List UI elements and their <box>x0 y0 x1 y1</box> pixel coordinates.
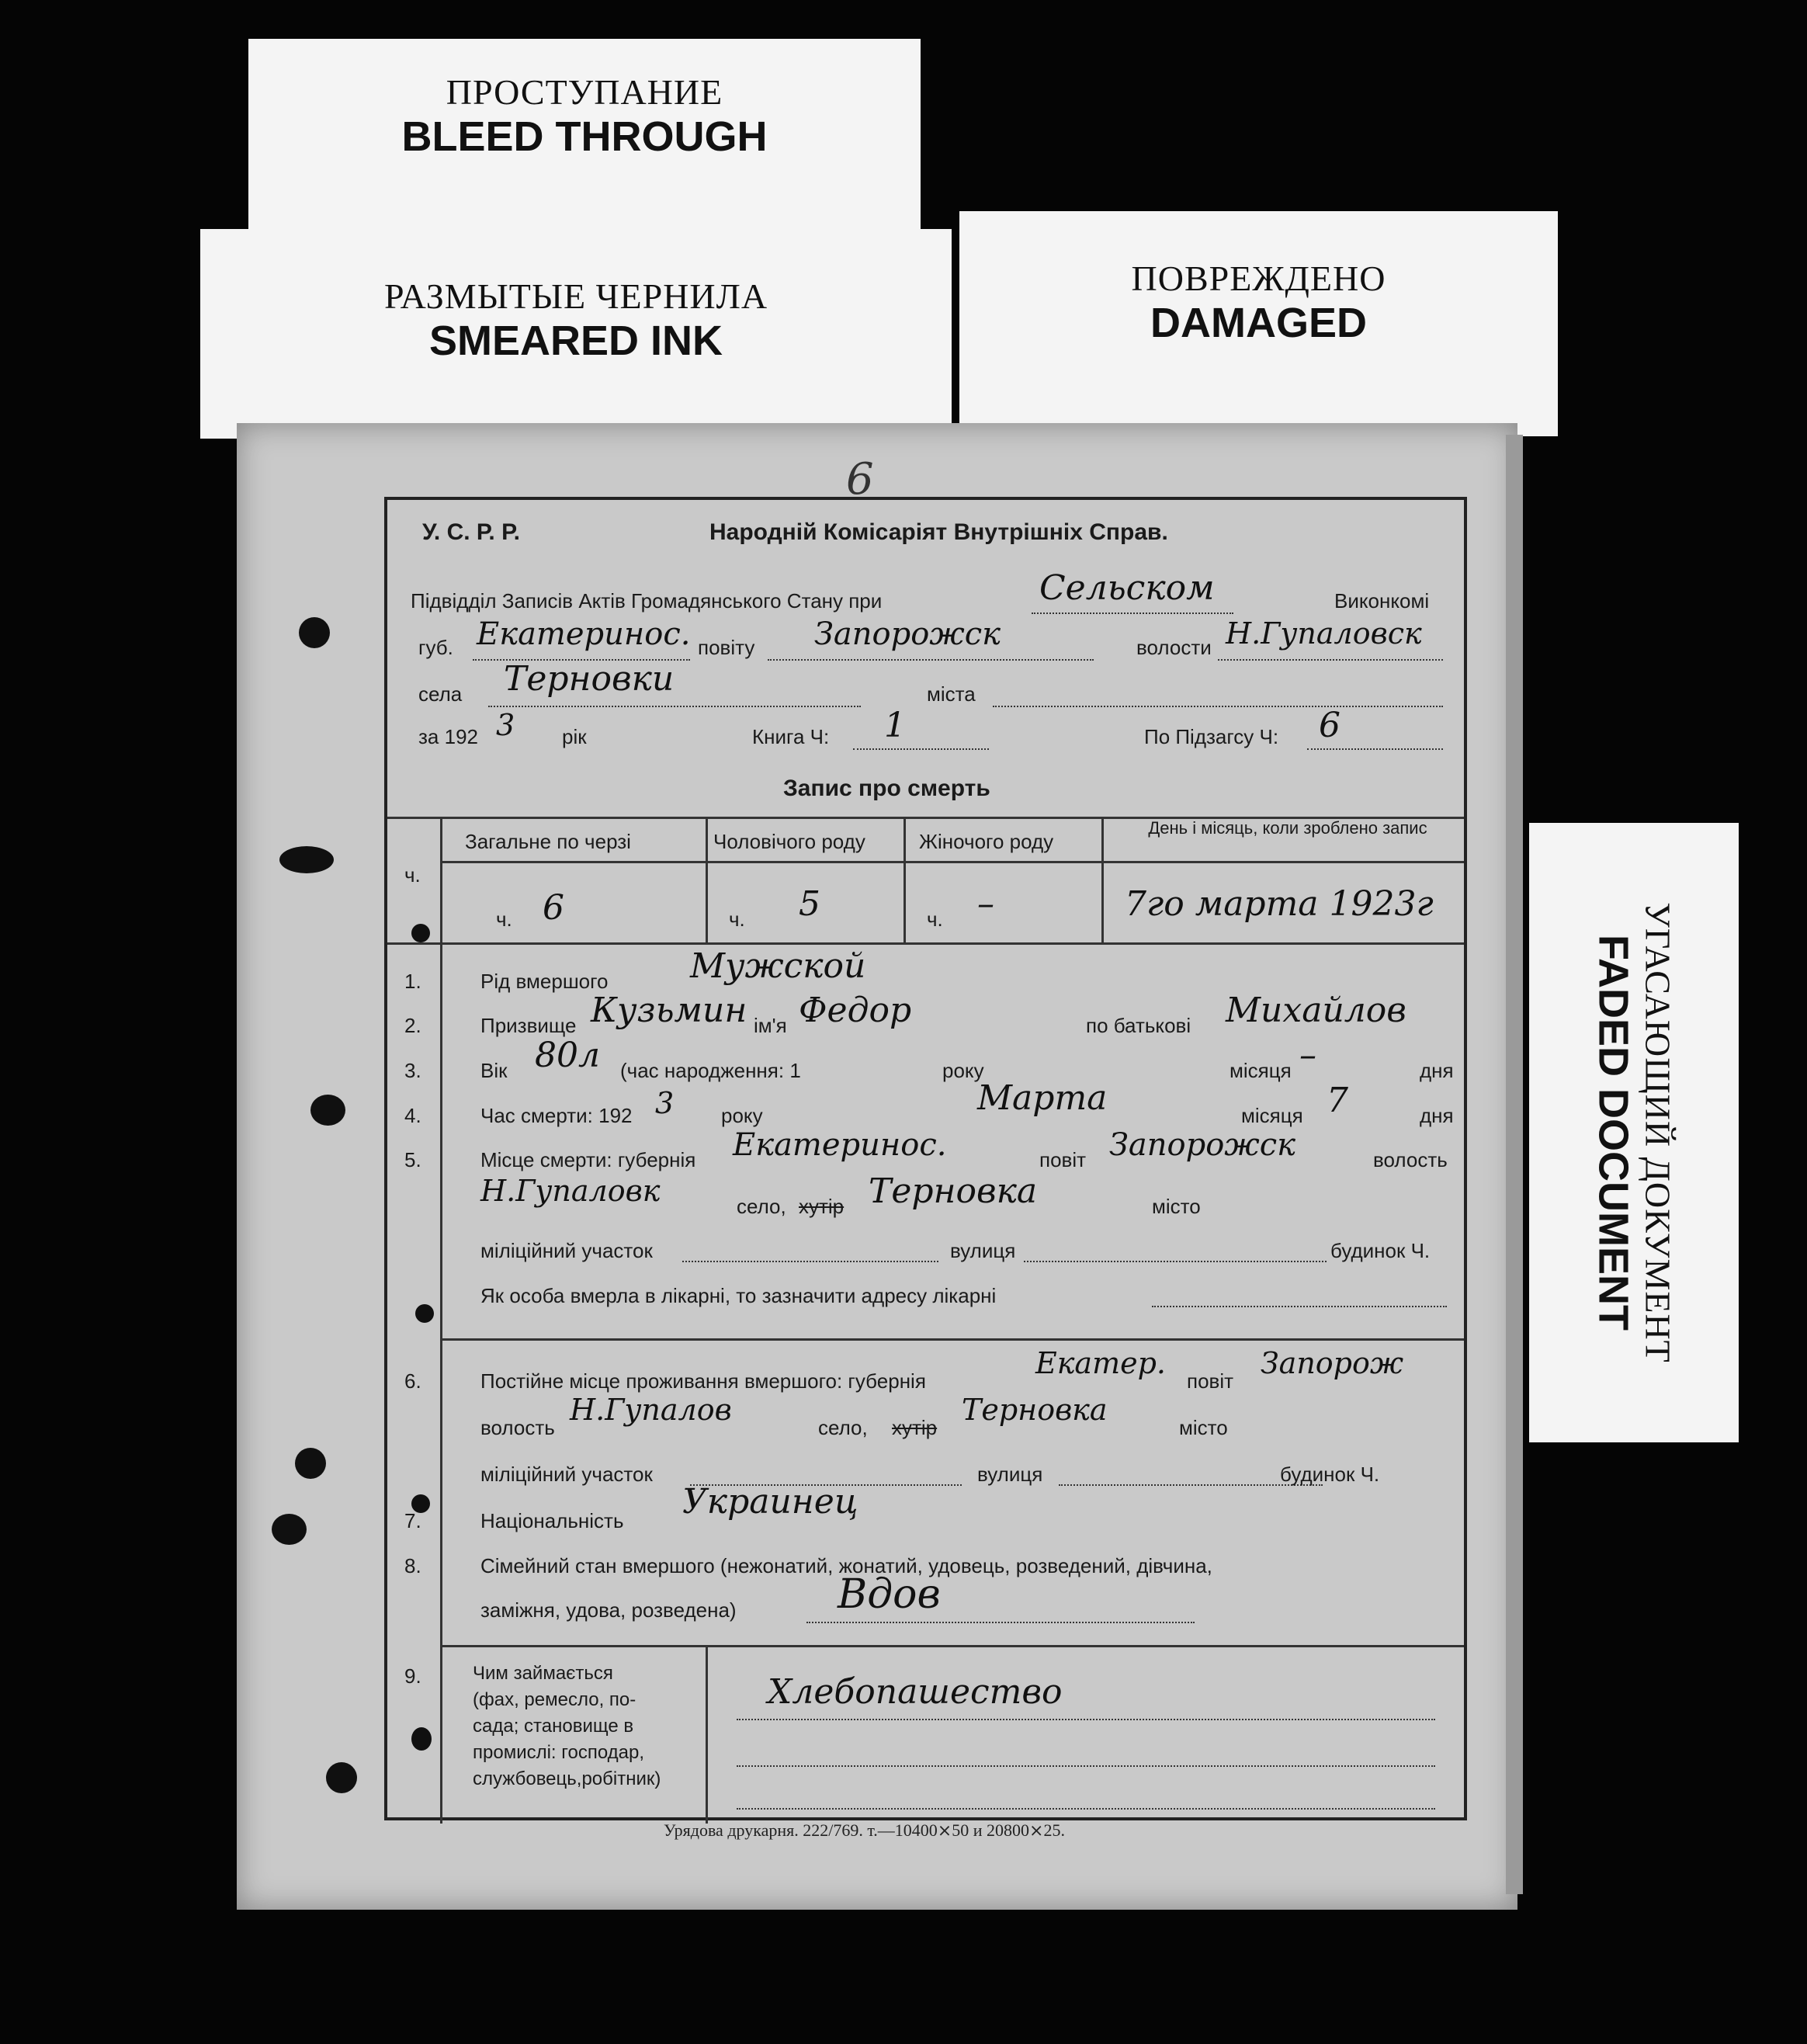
death-police-label: міліційний участок <box>480 1239 653 1262</box>
volost-line <box>1218 659 1443 661</box>
death-povit-label: повіт <box>1039 1148 1087 1171</box>
occupation-label-line: службовець,робітник) <box>473 1768 661 1789</box>
row-number-7: 7. <box>404 1509 421 1532</box>
number-column-divider <box>440 817 442 1824</box>
count-prefix-female: ч. <box>927 907 943 931</box>
faded-document-label <box>1529 823 1739 1442</box>
commissariat-heading: Народній Комісаріят Внутрішніх Справ. <box>709 519 1168 545</box>
printer-footer: Урядова друкарня. 222/769. т.—10400⨯50 и 20800⨯25. <box>664 1820 1065 1840</box>
occupation-line <box>737 1765 1435 1767</box>
volost-label: волости <box>1136 636 1212 659</box>
residence-misto-label: місто <box>1179 1416 1228 1439</box>
count-date-handwriting: 7го марта 1923г <box>1125 884 1434 924</box>
selo-label: села <box>418 682 463 706</box>
nationality-handwriting: Украинец <box>682 1482 858 1522</box>
occupation-line <box>737 1719 1435 1720</box>
death-day-label: дня <box>1420 1104 1454 1127</box>
age-handwriting: 80л <box>535 1036 601 1075</box>
hospital-label: Як особа вмерла в лікарні, то зазначити адресу лікарні <box>480 1284 997 1307</box>
mista-line <box>993 706 1443 707</box>
marital-status-label-2: заміжня, удова, розведена) <box>480 1598 737 1622</box>
subdivision-label: Підвідділ Записів Актів Громадянського Стану при <box>411 589 883 613</box>
count-male-handwriting: 5 <box>799 884 820 924</box>
damaged-label-en: DAMAGED <box>1150 300 1367 346</box>
mista-label: міста <box>927 682 976 706</box>
bleed-through-label <box>248 39 921 229</box>
residence-selo-handwriting: Терновка <box>962 1393 1108 1427</box>
deceased-sex-label: Рід вмершого <box>480 970 609 993</box>
register-label: По Підзагсу Ч: <box>1144 725 1279 748</box>
count-prefix-male: ч. <box>729 907 745 931</box>
residence-house-label: будинок Ч. <box>1280 1463 1380 1486</box>
marital-status-line <box>806 1622 1195 1623</box>
year-prefix: за 192 <box>418 725 478 748</box>
residence-povit-handwriting: Запорож <box>1261 1346 1404 1380</box>
occupation-label-line: Чим займається <box>473 1663 613 1684</box>
first-name-handwriting: Федор <box>799 991 912 1030</box>
death-street-label: вулиця <box>950 1239 1016 1262</box>
patronymic-handwriting: Михайлов <box>1226 991 1406 1030</box>
residence-volost-handwriting: Н.Гупалов <box>570 1393 732 1427</box>
residence-selo-label: село, <box>818 1416 868 1439</box>
death-selo-label: село, <box>737 1195 786 1218</box>
faded-document-label-ru: УГАСАЮЩИЙ ДОКУМЕНТ <box>1638 902 1678 1363</box>
residence-police-label: міліційний участок <box>480 1463 653 1486</box>
book-label: Книга Ч: <box>752 725 830 748</box>
gub-label: губ. <box>418 636 453 659</box>
row-number-8: 8. <box>404 1554 421 1577</box>
birth-month-handwriting: – <box>1299 1036 1316 1075</box>
death-street-line <box>1024 1261 1327 1262</box>
death-day-handwriting: 7 <box>1327 1081 1348 1120</box>
bleed-through-label-ru: ПРОСТУПАНИЕ <box>446 72 723 112</box>
occupation-label <box>473 1661 661 1792</box>
surname-handwriting: Кузьмин <box>591 991 747 1030</box>
damaged-label <box>959 211 1558 436</box>
table-header-divider <box>440 861 1464 863</box>
death-khutir-label: хутір <box>799 1195 845 1218</box>
table-col-divider <box>1101 817 1104 942</box>
year-suffix: рік <box>562 725 587 748</box>
executive-line <box>1032 613 1233 614</box>
book-line <box>853 748 989 750</box>
occupation-label-line: (фах, ремесло, по- <box>473 1689 636 1710</box>
residence-street-label: вулиця <box>977 1463 1043 1486</box>
birth-year-label: року <box>942 1059 984 1082</box>
death-volost-handwriting: Н.Гупаловк <box>480 1174 661 1208</box>
age-label: Вік <box>480 1059 508 1082</box>
marital-status-label: Сімейний стан вмершого (нежонатий, жонатий, удовець, розведений, дівчина, <box>480 1554 1212 1577</box>
death-month-label: місяця <box>1241 1104 1303 1127</box>
punch-hole <box>295 1448 326 1479</box>
first-name-label: ім'я <box>754 1014 787 1037</box>
count-header-general: Загальне по черзі <box>465 830 631 853</box>
count-prefix-general: ч. <box>496 907 512 931</box>
povit-label: повіту <box>698 636 755 659</box>
occupation-label-line: промислі: господар, <box>473 1742 645 1763</box>
faded-document-label-text <box>1590 838 1679 1428</box>
death-place-label: Місце смерти: губернія <box>480 1148 696 1171</box>
residence-khutir-label: хутір <box>892 1416 938 1439</box>
smeared-ink-label-ru: РАЗМЫТЫЕ ЧЕРНИЛА <box>383 276 768 316</box>
birth-month-label: місяця <box>1230 1059 1292 1082</box>
gub-handwriting: Екатеринос. <box>477 616 691 652</box>
selo-line <box>488 706 861 707</box>
death-volost-label: волость <box>1373 1148 1448 1171</box>
damaged-label-ru: ПОВРЕЖДЕНО <box>1131 259 1386 298</box>
selo-handwriting: Терновки <box>504 659 675 699</box>
death-house-label: будинок Ч. <box>1330 1239 1431 1262</box>
faded-document-label-en: FADED DOCUMENT <box>1590 935 1637 1331</box>
patronymic-label: по батькові <box>1086 1014 1191 1037</box>
death-misto-label: місто <box>1152 1195 1201 1218</box>
book-handwriting: 1 <box>884 706 906 745</box>
occupation-handwriting: Хлебопашество <box>768 1672 1063 1712</box>
row-number-3: 3. <box>404 1059 421 1082</box>
death-year-handwriting: 3 <box>655 1086 675 1120</box>
executive-suffix: Виконкомі <box>1334 589 1430 613</box>
occupation-label-line: сада; становище в <box>473 1716 634 1737</box>
deceased-sex-handwriting: Мужской <box>690 946 866 986</box>
occupation-divider <box>706 1645 708 1824</box>
count-header-male: Чоловічого роду <box>713 830 865 853</box>
residence-volost-label: волость <box>480 1416 555 1439</box>
marital-status-handwriting: Вдов <box>838 1571 941 1618</box>
nationality-label: Національність <box>480 1509 624 1532</box>
hospital-line <box>1152 1306 1447 1307</box>
row-number-4: 4. <box>404 1104 421 1127</box>
year-handwriting: 3 <box>496 708 515 742</box>
row-number-9: 9. <box>404 1664 421 1688</box>
povit-line <box>768 659 1094 661</box>
punch-hole <box>326 1762 357 1793</box>
count-row-label: ч. <box>404 863 421 887</box>
punch-hole <box>272 1514 307 1545</box>
row-number-5: 5. <box>404 1148 421 1171</box>
count-header-date: День і місяць, коли зроблено запис <box>1148 818 1427 838</box>
register-line <box>1307 748 1443 750</box>
executive-handwriting: Сельском <box>1039 568 1215 608</box>
smeared-ink-label <box>200 229 952 439</box>
page-number: 6 <box>846 454 874 505</box>
republic-heading: У. С. Р. Р. <box>422 519 520 545</box>
death-gub-handwriting: Екатеринос. <box>733 1127 947 1163</box>
residence-gub-handwriting: Екатер. <box>1035 1346 1167 1380</box>
section-divider <box>440 1338 1464 1341</box>
occupation-line <box>737 1808 1435 1810</box>
section-divider <box>440 1645 1464 1647</box>
povit-handwriting: Запорожск <box>814 616 1001 652</box>
section-title: Запис про смерть <box>783 776 990 801</box>
register-handwriting: 6 <box>1319 706 1341 745</box>
table-col-divider <box>904 817 906 942</box>
count-header-female: Жіночого роду <box>919 830 1054 853</box>
death-year-label: року <box>721 1104 763 1127</box>
birth-label: (час народження: 1 <box>620 1059 801 1082</box>
punch-hole <box>279 846 334 873</box>
paper-edge <box>1506 435 1523 1894</box>
punch-hole <box>310 1095 345 1126</box>
smeared-ink-label-en: SMEARED INK <box>428 318 723 364</box>
row-number-6: 6. <box>404 1369 421 1393</box>
birth-day-label: дня <box>1420 1059 1454 1082</box>
death-selo-handwriting: Терновка <box>869 1171 1038 1211</box>
death-time-label: Час смерти: 192 <box>480 1104 633 1127</box>
bleed-through-label-en: BLEED THROUGH <box>401 113 768 160</box>
count-female-handwriting: – <box>977 884 994 924</box>
death-police-line <box>682 1261 938 1262</box>
residence-label: Постійне місце проживання вмершого: губернія <box>480 1369 926 1393</box>
row-number-2: 2. <box>404 1014 421 1037</box>
row-number-1: 1. <box>404 970 421 993</box>
punch-hole <box>299 617 330 648</box>
table-col-divider <box>706 817 708 942</box>
death-povit-handwriting: Запорожск <box>1109 1127 1296 1163</box>
count-general-handwriting: 6 <box>543 888 564 928</box>
volost-handwriting: Н.Гупаловск <box>1226 616 1422 651</box>
death-month-handwriting: Марта <box>977 1078 1108 1118</box>
table-bottom-border <box>387 942 1464 945</box>
surname-label: Призвище <box>480 1014 577 1037</box>
death-record-form <box>384 497 1467 1820</box>
residence-povit-label: повіт <box>1187 1369 1234 1393</box>
